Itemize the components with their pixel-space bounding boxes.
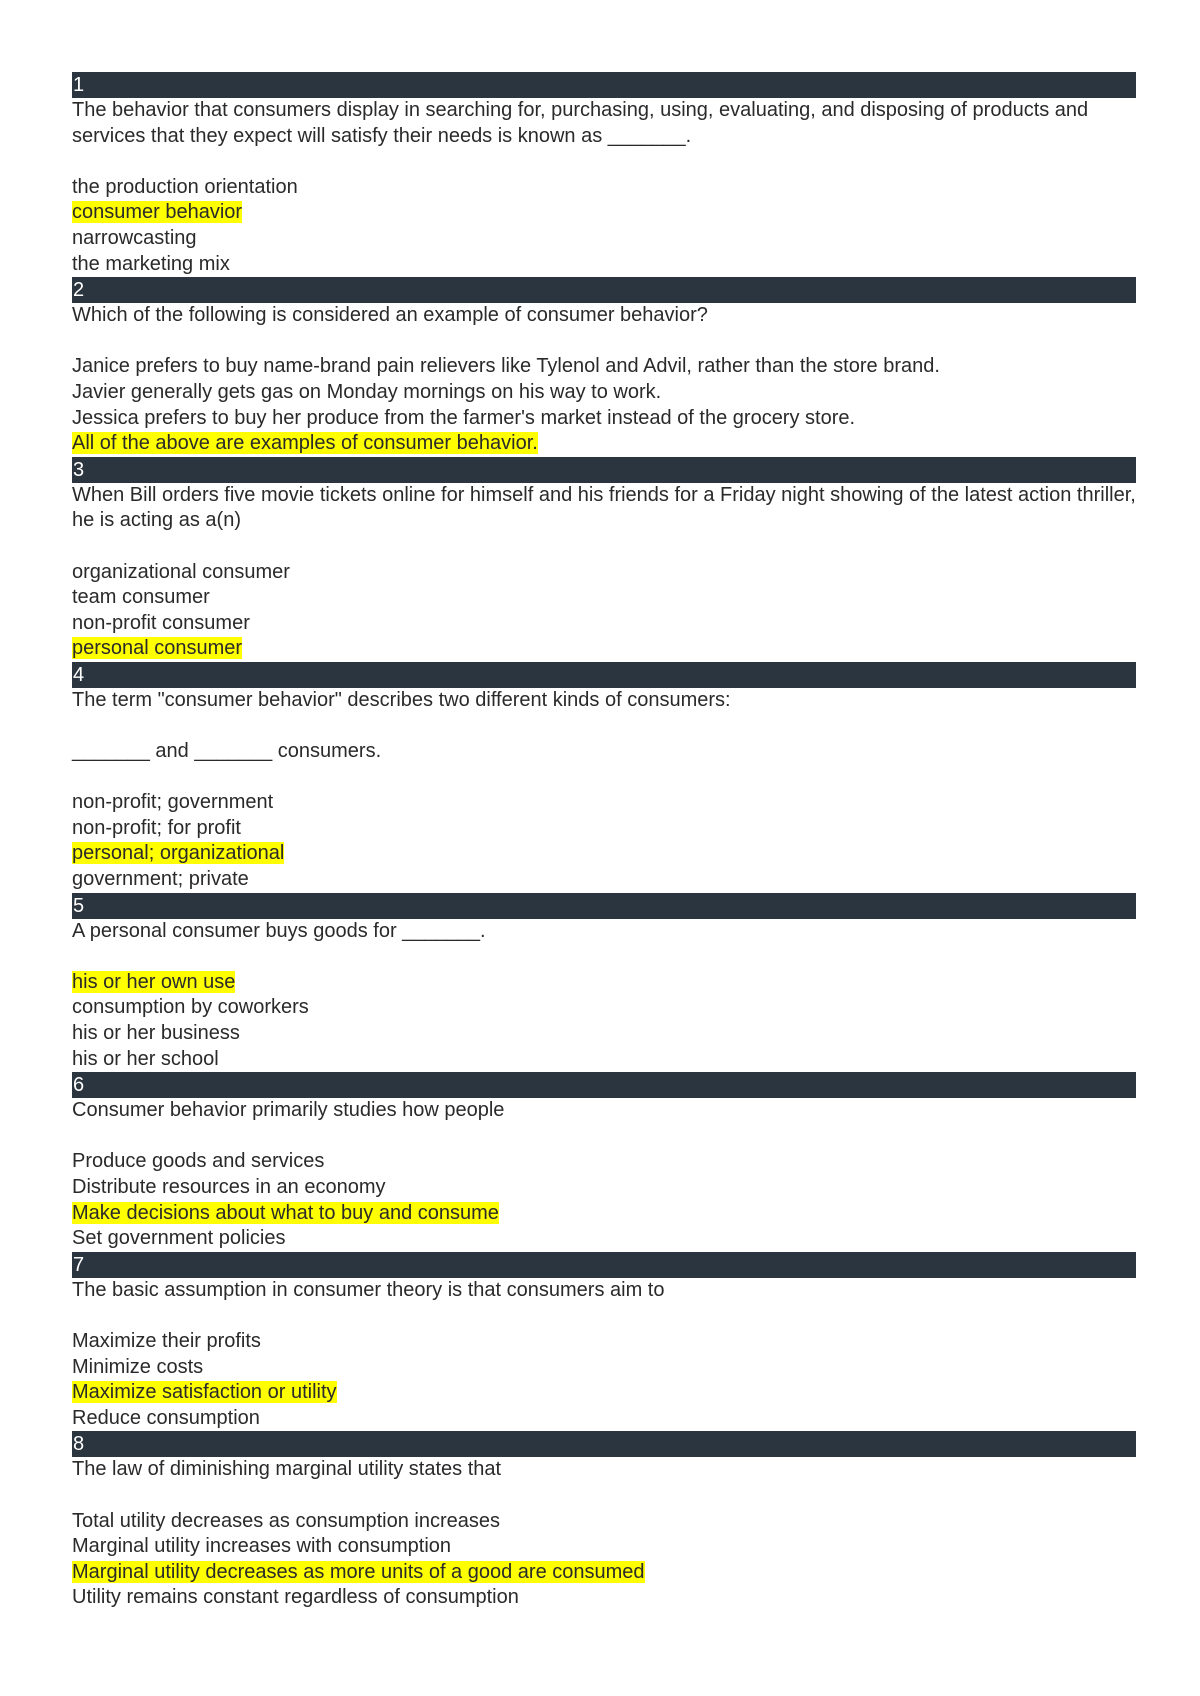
answer-option-text: organizational consumer xyxy=(72,560,290,583)
question-number-bar: 6 xyxy=(72,1072,1136,1098)
question-number-bar: 8 xyxy=(72,1431,1136,1457)
answer-option-text: Total utility decreases as consumption increases xyxy=(72,1509,500,1532)
answer-option-text: his or her own use xyxy=(72,970,236,993)
question-stem: The basic assumption in consumer theory is that consumers aim to xyxy=(72,1278,665,1301)
answer-option-text: Maximize their profits xyxy=(72,1329,261,1352)
question-stem: A personal consumer buys goods for _______. xyxy=(72,919,486,942)
answer-option xyxy=(72,226,1136,252)
answer-option-text: consumption by coworkers xyxy=(72,996,309,1019)
answer-option-text: government; private xyxy=(72,868,249,891)
answer-option-text: Marginal utility decreases as more units of a good are consumed xyxy=(72,1560,645,1583)
answer-option xyxy=(72,1175,1136,1201)
question-stem: Consumer behavior primarily studies how people xyxy=(72,1099,505,1122)
answer-option-text: consumer behavior xyxy=(72,201,243,224)
question-block xyxy=(72,1431,1136,1611)
answer-option xyxy=(72,1047,1136,1073)
answer-option xyxy=(72,1149,1136,1175)
question-stem: The law of diminishing marginal utility states that xyxy=(72,1458,502,1481)
answer-option-text: personal; organizational xyxy=(72,842,285,865)
answer-option xyxy=(72,560,1136,586)
answer-option xyxy=(72,406,1136,432)
question-block xyxy=(72,1072,1136,1252)
answer-option-text: Produce goods and services xyxy=(72,1150,325,1173)
answer-option xyxy=(72,1021,1136,1047)
question-number-bar: 1 xyxy=(72,72,1136,98)
answer-option xyxy=(72,1534,1136,1560)
answer-option-text: All of the above are examples of consumer behavior. xyxy=(72,432,538,455)
answer-option xyxy=(72,354,1136,380)
answer-option xyxy=(72,252,1136,278)
answer-option-correct xyxy=(72,1560,1136,1586)
answer-option-correct xyxy=(72,970,1136,996)
answer-option-text: Minimize costs xyxy=(72,1355,204,1378)
answer-option-text: Reduce consumption xyxy=(72,1406,260,1429)
question-block xyxy=(72,457,1142,662)
answer-option xyxy=(72,380,1136,406)
answer-option-text: his or her school xyxy=(72,1047,219,1070)
answer-option-text: Javier generally gets gas on Monday mornings on his way to work. xyxy=(72,380,662,403)
answer-option-correct xyxy=(72,1201,1136,1227)
answer-option-text: Janice prefers to buy name-brand pain relievers like Tylenol and Advil, rather than the store brand. xyxy=(72,355,940,378)
answer-option-correct xyxy=(72,431,1136,457)
answer-option xyxy=(72,175,1136,201)
answer-option-correct xyxy=(72,1380,1136,1406)
question-stem: Which of the following is considered an example of consumer behavior? xyxy=(72,304,708,327)
question-block xyxy=(72,893,1136,1073)
question-number-bar: 2 xyxy=(72,277,1136,303)
answer-option-correct xyxy=(72,200,1136,226)
answer-option-text: non-profit consumer xyxy=(72,611,250,634)
answer-option-text: Distribute resources in an economy xyxy=(72,1175,386,1198)
answer-option-text: the production orientation xyxy=(72,175,298,198)
question-number-bar: 3 xyxy=(72,457,1136,483)
answer-option-text: Maximize satisfaction or utility xyxy=(72,1381,337,1404)
answer-option-text: team consumer xyxy=(72,586,210,609)
answer-option xyxy=(72,1329,1136,1355)
answer-option xyxy=(72,1509,1136,1535)
quiz-document xyxy=(72,72,1142,1611)
answer-option xyxy=(72,1355,1136,1381)
answer-option-text: Make decisions about what to buy and consume xyxy=(72,1201,499,1224)
answer-option-text: the marketing mix xyxy=(72,252,230,275)
question-stem: When Bill orders five movie tickets online for himself and his friends for a Friday night showing of the latest action thriller, he is acting as a(n) xyxy=(72,483,1142,532)
answer-option-text: Marginal utility increases with consumption xyxy=(72,1535,452,1558)
answer-option xyxy=(72,995,1136,1021)
answer-option xyxy=(72,867,1136,893)
question-block xyxy=(72,277,1136,457)
answer-option xyxy=(72,585,1136,611)
question-number-bar: 7 xyxy=(72,1252,1136,1278)
answer-option-correct xyxy=(72,841,1136,867)
answer-option-text: non-profit; for profit xyxy=(72,816,241,839)
answer-option-correct xyxy=(72,636,1136,662)
question-number-bar: 5 xyxy=(72,893,1136,919)
question-block xyxy=(72,72,1136,277)
answer-option xyxy=(72,1406,1136,1432)
answer-option xyxy=(72,1585,1136,1611)
answer-option-text: Utility remains constant regardless of consumption xyxy=(72,1586,519,1609)
question-block xyxy=(72,662,1136,893)
answer-option-text: narrowcasting xyxy=(72,226,197,249)
answer-option xyxy=(72,816,1136,842)
answer-option xyxy=(72,611,1136,637)
question-number-bar: 4 xyxy=(72,662,1136,688)
answer-option xyxy=(72,1226,1136,1252)
answer-option-text: Set government policies xyxy=(72,1227,286,1250)
answer-option-text: his or her business xyxy=(72,1022,240,1044)
answer-option xyxy=(72,790,1136,816)
answer-option-text: Jessica prefers to buy her produce from the farmer's market instead of the grocery store. xyxy=(72,406,856,429)
answer-option-text: personal consumer xyxy=(72,637,243,660)
question-stem: The term "consumer behavior" describes two different kinds of consumers: xyxy=(72,688,731,711)
answer-option-text: non-profit; government xyxy=(72,791,274,814)
question-stem: _______ and _______ consumers. xyxy=(72,740,382,763)
question-stem: The behavior that consumers display in searching for, purchasing, using, evaluating, and disposing of products and services that they expect will satisfy their needs is known as _______. xyxy=(72,99,1094,147)
question-block xyxy=(72,1252,1136,1432)
